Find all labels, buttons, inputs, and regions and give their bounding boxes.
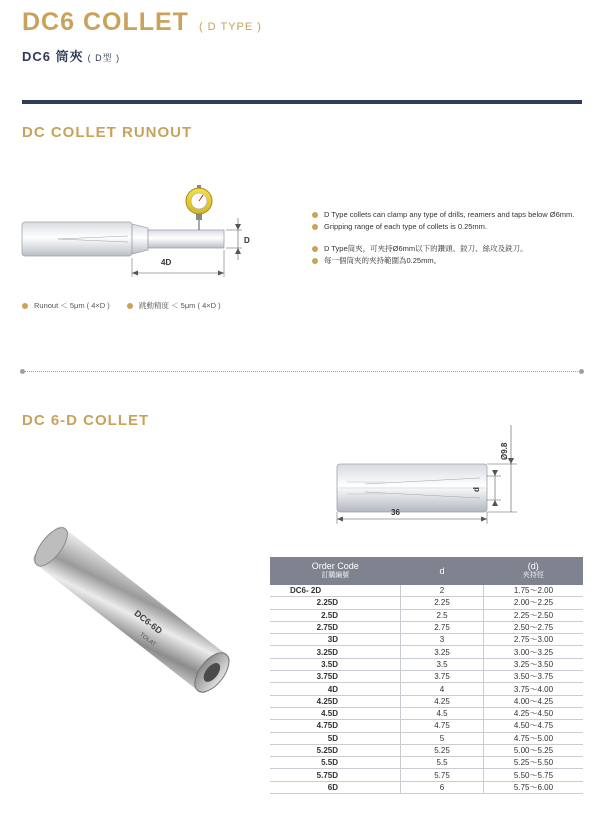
clamp-range-cell: 2.50～2.75 bbox=[484, 621, 584, 633]
header-divider bbox=[22, 100, 582, 104]
order-code-cell: 6D bbox=[270, 781, 401, 793]
order-code-cell: 4D bbox=[270, 683, 401, 695]
order-code-cell: 2.25D bbox=[270, 597, 401, 609]
order-code-cell: 5.5D bbox=[270, 757, 401, 769]
order-code-cell: 5.75D bbox=[270, 769, 401, 781]
clamp-range-cell: 3.75～4.00 bbox=[484, 683, 584, 695]
clamp-range-cell: 4.00～4.25 bbox=[484, 695, 584, 707]
d-cell: 3 bbox=[401, 634, 484, 646]
table-row bbox=[270, 658, 583, 670]
table-row bbox=[270, 683, 583, 695]
bullet-dot bbox=[22, 303, 28, 309]
bullet-en-2: Gripping range of each type of collets is 0.25mm. bbox=[312, 221, 582, 233]
clamp-range-cell: 4.75～5.00 bbox=[484, 732, 584, 744]
runout-note-en-text: Runout ＜ 5μm ( 4×D ) bbox=[34, 301, 110, 310]
order-code-cell: 5D bbox=[270, 732, 401, 744]
collet-section-title: DC 6-D COLLET bbox=[22, 412, 150, 429]
d-cell: 4.75 bbox=[401, 720, 484, 732]
header-d-text: d bbox=[439, 566, 445, 576]
table-row bbox=[270, 720, 583, 732]
d-cell: 2.25 bbox=[401, 597, 484, 609]
clamp-range-cell: 5.50～5.75 bbox=[484, 769, 584, 781]
photo-engraving-model: DC6-6D bbox=[132, 608, 165, 636]
d-cell: 4.5 bbox=[401, 707, 484, 719]
clamp-range-cell: 3.25～3.50 bbox=[484, 658, 584, 670]
table-row bbox=[270, 707, 583, 719]
bullet-zh-1: D Type筒夾，可夾持Ø6mm以下的鑽頭、鉸刀、絲攻及銑刀。 bbox=[312, 243, 582, 255]
runout-note-zh-text: 跳動精度 ＜ 5μm ( 4×D ) bbox=[139, 301, 221, 310]
d-cell: 5.25 bbox=[401, 744, 484, 756]
clamp-range-cell: 1.75～2.00 bbox=[484, 585, 584, 597]
subtitle-text: DC6 筒夾 bbox=[22, 49, 84, 64]
section-divider bbox=[22, 371, 582, 372]
d-cell: 4 bbox=[401, 683, 484, 695]
order-code-cell: 3.5D bbox=[270, 658, 401, 670]
table-row bbox=[270, 757, 583, 769]
collet-spec-table bbox=[270, 557, 583, 794]
d-cell: 2.75 bbox=[401, 621, 484, 633]
runout-section-title: DC COLLET RUNOUT bbox=[22, 124, 193, 141]
order-code-cell: 3D bbox=[270, 634, 401, 646]
bullet-zh-2: 每一個筒夾的夾持範圍為0.25mm。 bbox=[312, 255, 582, 267]
header-clamp-range bbox=[484, 557, 584, 585]
header-clamp-range-en: (d) bbox=[527, 561, 539, 571]
dim-d-label: D bbox=[244, 236, 250, 245]
dim-diameter-label: Ø9.8 bbox=[500, 442, 509, 460]
d-cell: 3.25 bbox=[401, 646, 484, 658]
header-clamp-range-zh: 夾持徑 bbox=[522, 572, 544, 579]
clamp-range-cell: 2.25～2.50 bbox=[484, 609, 584, 621]
header-order-code-en: Order Code bbox=[311, 561, 359, 571]
clamp-range-cell: 4.50～4.75 bbox=[484, 720, 584, 732]
table-row bbox=[270, 597, 583, 609]
clamp-range-cell: 5.75～6.00 bbox=[484, 781, 584, 793]
table-header-row bbox=[270, 557, 583, 585]
runout-diagram bbox=[18, 180, 258, 290]
d-cell: 5.5 bbox=[401, 757, 484, 769]
table-row bbox=[270, 585, 583, 597]
runout-note-en bbox=[22, 300, 110, 311]
header-order-code bbox=[270, 557, 401, 585]
bullet-en-1: D Type collets can clamp any type of drills, reamers and taps below Ø6mm. bbox=[312, 209, 582, 221]
order-code-cell: 2.5D bbox=[270, 609, 401, 621]
table-row bbox=[270, 769, 583, 781]
collet-photo bbox=[20, 525, 260, 705]
order-code-cell: 4.75D bbox=[270, 720, 401, 732]
clamp-range-cell: 2.75～3.00 bbox=[484, 634, 584, 646]
table-row bbox=[270, 781, 583, 793]
clamp-range-cell: 3.00～3.25 bbox=[484, 646, 584, 658]
d-cell: 4.25 bbox=[401, 695, 484, 707]
bullet-dot bbox=[127, 303, 133, 309]
d-cell: 2 bbox=[401, 585, 484, 597]
runout-note-zh bbox=[127, 300, 221, 311]
order-code-cell: 4.25D bbox=[270, 695, 401, 707]
d-cell: 6 bbox=[401, 781, 484, 793]
table-row bbox=[270, 609, 583, 621]
dim-4d-label: 4D bbox=[161, 258, 172, 267]
table-row bbox=[270, 671, 583, 683]
clamp-range-cell: 5.00～5.25 bbox=[484, 744, 584, 756]
runout-bullets bbox=[312, 209, 582, 267]
table-row bbox=[270, 744, 583, 756]
order-code-cell: 2.75D bbox=[270, 621, 401, 633]
table-row bbox=[270, 646, 583, 658]
clamp-range-cell: 5.25～5.50 bbox=[484, 757, 584, 769]
d-cell: 5 bbox=[401, 732, 484, 744]
order-code-cell: 5.25D bbox=[270, 744, 401, 756]
title-text: DC6 COLLET bbox=[22, 8, 189, 36]
clamp-range-cell: 4.25～4.50 bbox=[484, 707, 584, 719]
d-cell: 3.75 bbox=[401, 671, 484, 683]
dim-d-small-label: d bbox=[471, 487, 481, 492]
dim-length-label: 36 bbox=[391, 508, 400, 517]
page-title bbox=[22, 8, 262, 37]
subtitle-type: ( D型 ) bbox=[87, 53, 121, 63]
table-body bbox=[270, 585, 583, 794]
order-code-cell: 3.75D bbox=[270, 671, 401, 683]
page-subtitle bbox=[22, 46, 120, 65]
table-row bbox=[270, 621, 583, 633]
d-cell: 5.75 bbox=[401, 769, 484, 781]
photo-engraving-brand: TOLAT bbox=[138, 631, 157, 649]
order-code-cell: 3.25D bbox=[270, 646, 401, 658]
collet-dimension-drawing bbox=[325, 420, 525, 530]
order-code-cell: DC6- 2D bbox=[270, 585, 401, 597]
order-code-cell: 4.5D bbox=[270, 707, 401, 719]
clamp-range-cell: 3.50～3.75 bbox=[484, 671, 584, 683]
d-cell: 2.5 bbox=[401, 609, 484, 621]
title-type: ( D TYPE ) bbox=[198, 21, 262, 33]
table-row bbox=[270, 695, 583, 707]
header-order-code-zh: 訂購編號 bbox=[321, 572, 350, 579]
table-row bbox=[270, 634, 583, 646]
header-d bbox=[401, 557, 484, 585]
d-cell: 3.5 bbox=[401, 658, 484, 670]
table-row bbox=[270, 732, 583, 744]
clamp-range-cell: 2.00～2.25 bbox=[484, 597, 584, 609]
